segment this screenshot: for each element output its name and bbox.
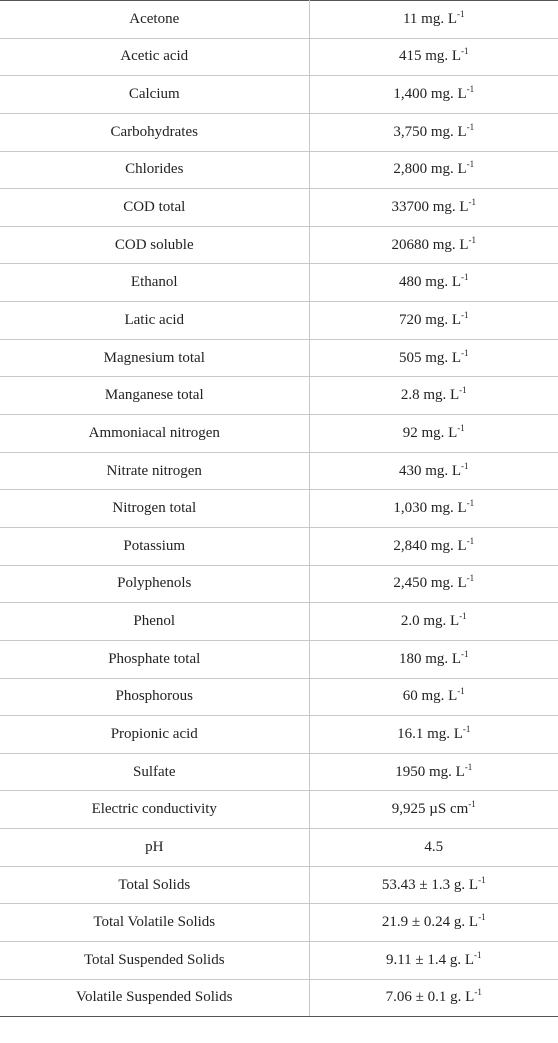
parameter-cell: pH — [0, 829, 309, 867]
unit-exponent: -1 — [468, 197, 477, 208]
table-row — [0, 339, 558, 377]
table-row — [0, 603, 558, 641]
table-row — [0, 942, 558, 980]
table-row — [0, 38, 558, 76]
value-text: 3,750 mg. L — [393, 123, 467, 140]
value-cell — [309, 339, 558, 377]
unit-exponent: -1 — [461, 347, 469, 358]
value-text: 33700 mg. L — [391, 199, 469, 216]
parameter-cell: Nitrate nitrogen — [0, 452, 309, 490]
unit-exponent: -1 — [466, 498, 475, 509]
value-text: 1,030 mg. L — [393, 500, 467, 517]
value-text: 2,450 mg. L — [393, 575, 467, 592]
value-text: 60 mg. L — [402, 688, 458, 705]
table-row — [0, 490, 558, 528]
parameter-cell: Manganese total — [0, 377, 309, 415]
parameter-cell: Ammoniacal nitrogen — [0, 415, 309, 453]
parameter-cell: Total Volatile Solids — [0, 904, 309, 942]
unit-exponent: -1 — [461, 46, 469, 57]
value-text: 2.8 mg. L — [400, 387, 460, 404]
parameter-cell: Acetic acid — [0, 38, 309, 76]
table-row — [0, 151, 558, 189]
value-text: 180 mg. L — [398, 650, 462, 667]
table-row — [0, 565, 558, 603]
table-row — [0, 302, 558, 340]
value-cell — [309, 1, 558, 39]
value-text: 415 mg. L — [398, 48, 462, 65]
parameter-cell: Latic acid — [0, 302, 309, 340]
parameter-cell: Total Suspended Solids — [0, 942, 309, 980]
table-row — [0, 866, 558, 904]
value-cell — [309, 753, 558, 791]
value-cell — [309, 38, 558, 76]
value-text: 53.43 ± 1.3 g. L — [381, 876, 479, 893]
value-cell — [309, 189, 558, 227]
value-cell — [309, 226, 558, 264]
unit-exponent: -1 — [459, 611, 467, 622]
parameter-cell: Volatile Suspended Solids — [0, 979, 309, 1017]
value-text: 20680 mg. L — [391, 236, 469, 253]
unit-exponent: -1 — [466, 535, 475, 546]
value-cell — [309, 151, 558, 189]
table-row — [0, 1, 558, 39]
unit-exponent: -1 — [457, 8, 465, 19]
unit-exponent: -1 — [466, 573, 475, 584]
parameter-cell: Chlorides — [0, 151, 309, 189]
value-text: 430 mg. L — [398, 462, 462, 479]
value-text: 9.11 ± 1.4 g. L — [385, 951, 475, 968]
value-cell — [309, 264, 558, 302]
unit-exponent: -1 — [478, 912, 486, 923]
value-text: 21.9 ± 0.24 g. L — [381, 914, 479, 931]
parameter-cell: Carbohydrates — [0, 113, 309, 151]
value-text: 16.1 mg. L — [397, 725, 463, 742]
unit-exponent: -1 — [466, 121, 475, 132]
unit-exponent: -1 — [462, 723, 471, 734]
value-text: 4.5 — [424, 838, 444, 855]
value-text: 1,400 mg. L — [393, 86, 467, 103]
unit-exponent: -1 — [459, 385, 467, 396]
table-row — [0, 76, 558, 114]
value-cell — [309, 640, 558, 678]
unit-exponent: -1 — [474, 949, 482, 960]
value-cell — [309, 490, 558, 528]
parameter-cell: Phosphate total — [0, 640, 309, 678]
value-cell — [309, 452, 558, 490]
unit-exponent: -1 — [457, 686, 465, 697]
parameter-cell: COD total — [0, 189, 309, 227]
table-row — [0, 716, 558, 754]
unit-exponent: -1 — [466, 159, 475, 170]
table-body — [0, 1, 558, 1017]
table-row — [0, 377, 558, 415]
unit-exponent: -1 — [478, 874, 486, 885]
value-text: 505 mg. L — [398, 349, 462, 366]
table-row — [0, 678, 558, 716]
table-row — [0, 189, 558, 227]
value-cell — [309, 527, 558, 565]
parameter-cell: Calcium — [0, 76, 309, 114]
parameter-cell: Electric conductivity — [0, 791, 309, 829]
value-cell — [309, 377, 558, 415]
table-row — [0, 640, 558, 678]
table-row — [0, 527, 558, 565]
value-cell — [309, 603, 558, 641]
value-text: 2,800 mg. L — [393, 161, 467, 178]
parameter-cell: Potassium — [0, 527, 309, 565]
value-text: 720 mg. L — [398, 311, 462, 328]
table-row — [0, 264, 558, 302]
table-row — [0, 452, 558, 490]
value-text: 11 mg. L — [402, 10, 458, 27]
unit-exponent: -1 — [461, 272, 469, 283]
unit-exponent: -1 — [466, 84, 475, 95]
unit-exponent: -1 — [457, 422, 465, 433]
unit-exponent: -1 — [461, 309, 469, 320]
unit-exponent: -1 — [468, 234, 477, 245]
value-cell — [309, 829, 558, 867]
table-row — [0, 415, 558, 453]
value-cell — [309, 565, 558, 603]
value-text: 92 mg. L — [402, 424, 458, 441]
value-cell — [309, 716, 558, 754]
value-cell — [309, 678, 558, 716]
value-cell — [309, 791, 558, 829]
table-row — [0, 113, 558, 151]
parameter-cell: COD soluble — [0, 226, 309, 264]
parameter-cell: Ethanol — [0, 264, 309, 302]
value-text: 1950 mg. L — [395, 763, 465, 780]
value-text: 2.0 mg. L — [400, 613, 460, 630]
parameter-cell: Total Solids — [0, 866, 309, 904]
parameter-cell: Propionic acid — [0, 716, 309, 754]
value-cell — [309, 76, 558, 114]
parameter-cell: Acetone — [0, 1, 309, 39]
table-row — [0, 979, 558, 1017]
value-cell — [309, 302, 558, 340]
value-cell — [309, 866, 558, 904]
value-cell — [309, 979, 558, 1017]
unit-exponent: -1 — [461, 648, 469, 659]
unit-exponent: -1 — [464, 761, 473, 772]
parameter-cell: Magnesium total — [0, 339, 309, 377]
value-text: 2,840 mg. L — [393, 537, 467, 554]
table-row — [0, 791, 558, 829]
value-text: 7.06 ± 0.1 g. L — [385, 989, 475, 1006]
parameter-cell: Polyphenols — [0, 565, 309, 603]
value-cell — [309, 942, 558, 980]
table-row — [0, 753, 558, 791]
parameter-cell: Phenol — [0, 603, 309, 641]
value-cell — [309, 415, 558, 453]
parameter-cell: Sulfate — [0, 753, 309, 791]
value-cell — [309, 904, 558, 942]
value-cell — [309, 113, 558, 151]
table-row — [0, 829, 558, 867]
parameter-cell: Phosphorous — [0, 678, 309, 716]
table-row — [0, 904, 558, 942]
unit-exponent: -1 — [474, 987, 482, 998]
parameter-cell: Nitrogen total — [0, 490, 309, 528]
unit-exponent: -1 — [461, 460, 469, 471]
value-text: 9,925 µS cm — [391, 801, 469, 818]
unit-exponent: -1 — [468, 799, 476, 810]
value-text: 480 mg. L — [398, 274, 462, 291]
table-row — [0, 226, 558, 264]
